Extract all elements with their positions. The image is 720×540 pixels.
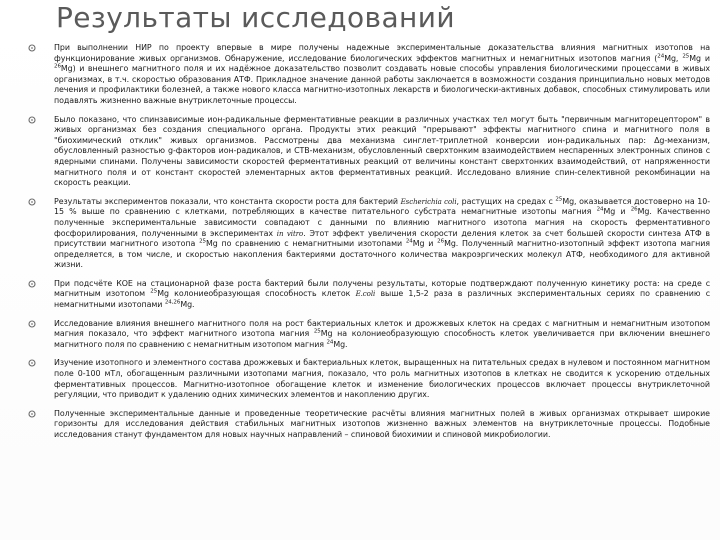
- bullet-item: [28, 319, 710, 351]
- ring-bullet-icon: [28, 359, 36, 367]
- bullet-item: [28, 279, 710, 311]
- bullet-item: [28, 197, 710, 271]
- ring-bullet-icon: [28, 320, 36, 328]
- bullet-text: При выполнении НИР по проекту впервые в мире получены надежные экспериментальные доказательства влияния магнитных изотопов на функционирование живых организмов. Обнаружение, исследование биологических эффектов магнитных и немагнитных изотопов магния ($^{24}$Mg, $^{25}$Mg и $^{26}$Mg) и внешнего магнитного поля и их надёжное доказательство позволит создавать новые способы управления биологическими процессами в живых организмах, в т.ч. скоростью образования АТФ. Прикладное значение данной работы заключается в возможности создания принципиально новых методов лечения и профилактики болезней, а также нового класса магнитно-изотопных лекарств и биологически-активных добавок, способных стимулировать или подавлять жизненно важные внутриклеточные процессы.: [54, 43, 710, 105]
- bullet-text: Полученные экспериментальные данные и проведенные теоретические расчёты влияния магнитных полей в живых организмах открывает широкие горизонты для исследования действия стабильных магнитных изотопов жизненно важных элементов на внутриклеточные процессы. Подобные исследования станут фундаментом для новых научных направлений – спиновой биохимии и спиновой микробиологии.: [54, 408, 710, 439]
- bullet-list: [28, 43, 710, 449]
- ring-bullet-icon: [28, 198, 36, 206]
- ring-bullet-icon: [28, 280, 36, 288]
- ring-bullet-icon: [28, 44, 36, 52]
- bullet-item: [28, 409, 710, 441]
- bullet-item: [28, 115, 710, 189]
- bullet-item: [28, 43, 710, 107]
- slide-title: Результаты исследований: [56, 1, 455, 34]
- ring-bullet-icon: [28, 410, 36, 418]
- ring-bullet-icon: [28, 116, 36, 124]
- bullet-text: Исследование влияния внешнего магнитного поля на рост бактериальных клеток и дрожжевых клеток на средах с магнитным и немагнитным изотопом магния показало, что эффект магнитного изотопа магния $^{25}$Mg на колониеобразующую способность клеток увеличивается при включении внешнего магнитного поля по сравнению с немагнитным изотопом магния $^{24}$Mg.: [54, 318, 711, 349]
- bullet-text: Было показано, что спинзависимые ион-радикальные ферментативные реакции в различных участках тел могут быть "первичным магниторецептором" в живых организмах без создания специального органа. Продукты этих реакций "прерывают" эффекты магнитного спина и магнитного поля в "биохимический отклик" живых организмов. Рассмотрены два механизма синглет-триплетной конверсии ион-радикальных пар: Δg-механизм, обусловленный разностью g-факторов ион-радикалов, и СТВ-механизм, обусловленный сверхтонким взаимодействием неспаренных электронных спинов с ядерными спинами. Получены зависимости скоростей ферментативных реакций от величины констант сверхтонких взаимодействий, от напряженности магнитного поля и от констант скоростей элементарных актов ферментативных реакций. Исследовано влияние спин-селективной рекомбинации на скорость реакции.: [54, 114, 710, 188]
- bullet-text: Изучение изотопного и элементного состава дрожжевых и бактериальных клеток, выращенных на питательных средах в нулевом и постоянном магнитном поле 0-100 мТл, обогащенным различными изотопами магния, показало, что роль магнитных изотопов в клетках не сводится к ускорению отдельных ферментативных процессов. Магнитно-изотопное обогащение клеток и изменение биологических процессов включает процессы внутриклеточной регуляции, что приводит к удалению одних химических элементов и накоплению других.: [54, 358, 710, 400]
- bullet-text: При подсчёте КОЕ на стационарной фазе роста бактерий были получены результаты, которые подтверждают полученную кинетику роста: на среде с магнитным изотопом $^{25}$Mg колониеобразующая способность клеток E.coli выше 1,5-2 раза в различных экспериментальных сериях по сравнению с немагнитными изотопами $^{24,26}$Mg.: [54, 278, 710, 310]
- bullet-item: [28, 358, 710, 400]
- bullet-text: Результаты экспериментов показали, что константа скорости роста для бактерий Escherichia coli, растущих на средах с $^{25}$Mg, оказывается достоверно на 10-15 % выше по сравнению с клетками, потребляющих в качестве питательного субстрата немагнитные изотопы магния $^{24}$Mg и $^{26}$Mg. Качественно полученные экспериментальные зависимости совпадают с данными по влиянию магнитного изотопа магния на скорость ферментативного фосфорилирования, полученными в экспериментах in vitro. Этот эффект увеличения скорости деления клеток за счет большей скорости синтеза АТФ в присутствии магнитного изотопа $^{25}$Mg по сравнению с немагнитными изотопами $^{24}$Mg и $^{26}$Mg. Полученный магнитно-изотопный эффект изотопа магния определяется, в том числе, и скоростью накопления бактериями достаточного количества макроэргических молекул АТФ, необходимого для активной жизни.: [54, 196, 711, 270]
